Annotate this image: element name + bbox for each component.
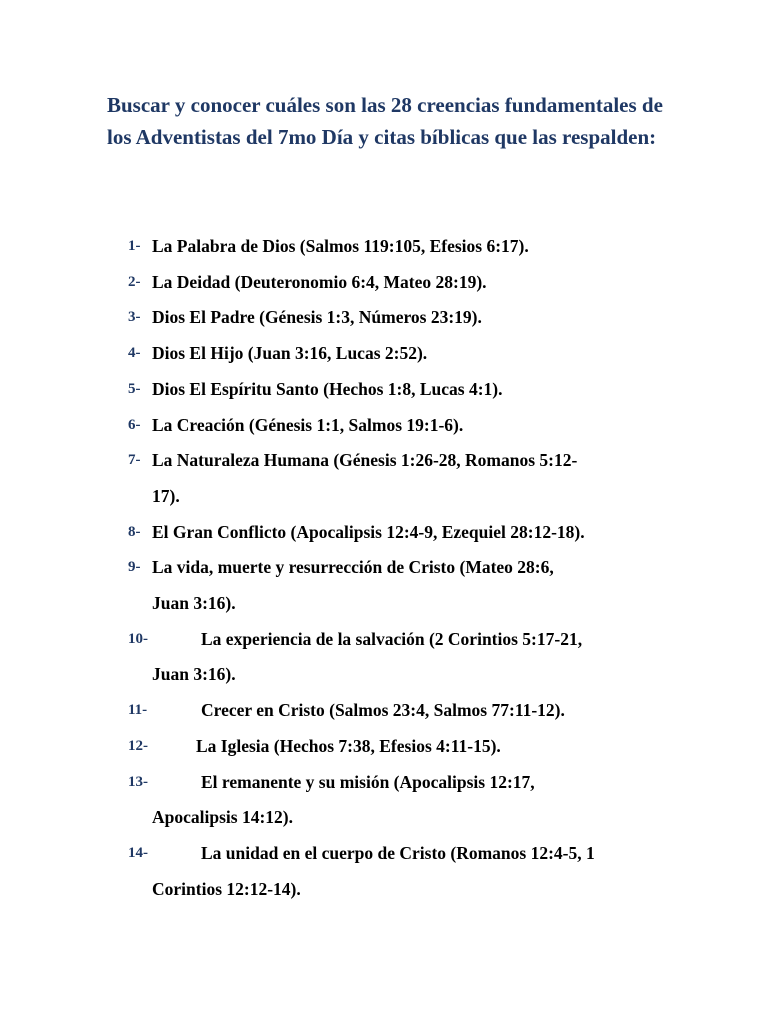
list-item-text: La Creación (Génesis 1:1, Salmos 19:1-6).: [152, 414, 464, 435]
list-item: [0, 443, 768, 514]
list-item: [0, 550, 768, 621]
list-item-number: 4-: [128, 345, 141, 362]
list-item-text: La Deidad (Deuteronomio 6:4, Mateo 28:19).: [152, 271, 487, 292]
list-item-text: Dios El Padre (Génesis 1:3, Números 23:19).: [152, 307, 482, 328]
list-item-text: La vida, muerte y resurrección de Cristo (Mateo 28:6,: [152, 557, 554, 578]
list-item-text-continued: Juan 3:16).: [152, 664, 236, 685]
list-item-text: El remanente y su misión (Apocalipsis 12:17,: [201, 771, 535, 792]
list-item-number: 8-: [128, 523, 141, 540]
list-item-text: La Palabra de Dios (Salmos 119:105, Efesios 6:17).: [152, 236, 529, 256]
list-item-text-continued: Apocalipsis 14:12).: [152, 807, 293, 828]
list-item-text-continued: Juan 3:16).: [152, 593, 236, 614]
list-item: [0, 765, 768, 836]
list-item-number: 14-: [128, 844, 148, 861]
list-item-text: Crecer en Cristo (Salmos 23:4, Salmos 77:11-12).: [201, 700, 565, 721]
list-item: [0, 229, 768, 265]
list-item-number: 11-: [128, 702, 148, 719]
list-item-text: Dios El Espíritu Santo (Hechos 1:8, Lucas 4:1).: [152, 378, 503, 399]
list-item-number: 13-: [128, 773, 148, 790]
list-item: [0, 300, 768, 336]
list-item-number: 6-: [128, 416, 141, 433]
list-item: [0, 372, 768, 408]
list-item-text: El Gran Conflicto (Apocalipsis 12:4-9, Ezequiel 28:12-18).: [152, 521, 585, 542]
list-item-number: 2-: [128, 273, 141, 290]
list-item-text: La Iglesia (Hechos 7:38, Efesios 4:11-15).: [196, 735, 501, 756]
page-heading: Buscar y conocer cuáles son las 28 creencias fundamentales de los Adventistas del 7mo Día y citas bíblicas que las respalden:: [107, 93, 663, 149]
list-item-number: 7-: [128, 452, 141, 469]
list-item: [0, 729, 768, 765]
list-item-number: 1-: [128, 238, 141, 254]
list-item-number: 10-: [128, 630, 148, 647]
list-item: [0, 693, 768, 729]
list-item-number: 9-: [128, 559, 141, 576]
list-item-text: La unidad en el cuerpo de Cristo (Romanos 12:4-5, 1: [201, 842, 595, 863]
list-item: [0, 265, 768, 301]
list-item-text: Dios El Hijo (Juan 3:16, Lucas 2:52).: [152, 343, 428, 364]
list-item: [0, 622, 768, 693]
list-item-text-continued: 17).: [152, 485, 180, 506]
list-item: [0, 515, 768, 551]
list-item: [0, 836, 768, 907]
list-item-number: 3-: [128, 309, 141, 326]
beliefs-list: [0, 229, 768, 907]
list-item-text: La experiencia de la salvación (2 Corintios 5:17-21,: [201, 628, 583, 649]
list-item: [0, 408, 768, 444]
list-item-text: La Naturaleza Humana (Génesis 1:26-28, Romanos 5:12-: [152, 450, 578, 471]
list-item: [0, 336, 768, 372]
list-item-number: 12-: [128, 737, 148, 754]
list-item-text-continued: Corintios 12:12-14).: [152, 878, 301, 899]
list-item-number: 5-: [128, 380, 141, 397]
